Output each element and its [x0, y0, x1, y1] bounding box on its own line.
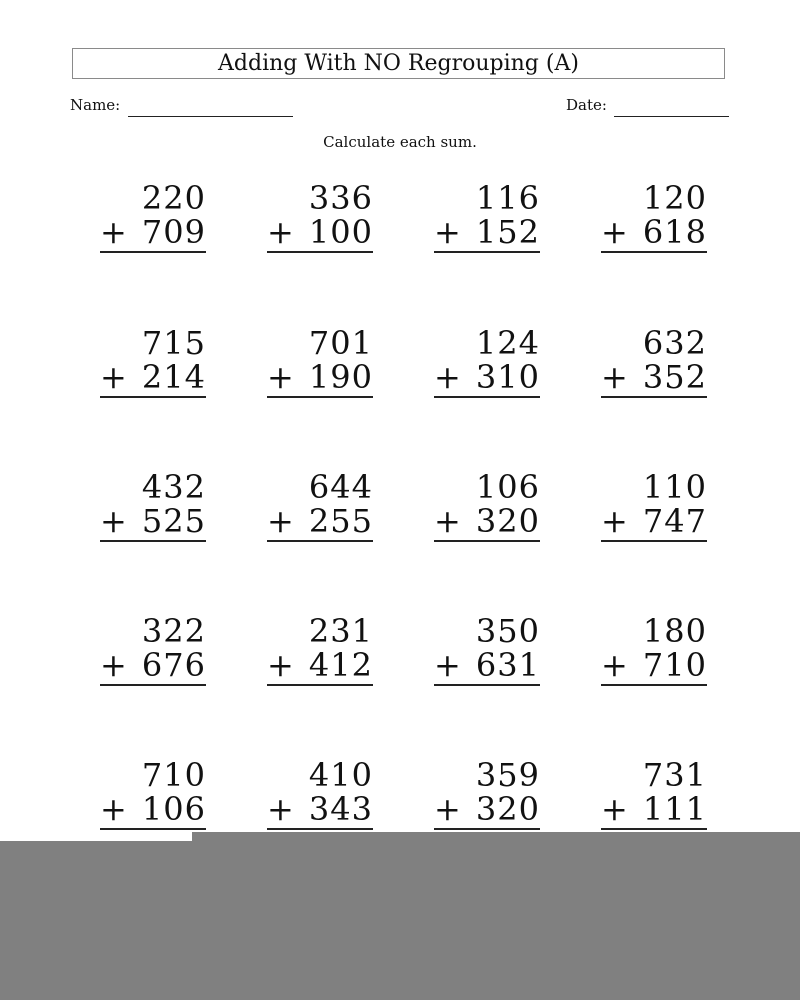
addition-problem: [267, 614, 373, 690]
addition-problem: [434, 470, 540, 546]
bottom-addend: 255: [308, 502, 373, 540]
sum-line: [267, 540, 373, 542]
sum-line: [601, 828, 707, 830]
bottom-addend: 676: [141, 646, 206, 684]
plus-sign: +: [100, 358, 127, 396]
top-addend: 180: [642, 612, 707, 650]
top-addend: 701: [308, 324, 373, 362]
plus-sign: +: [601, 646, 628, 684]
top-addend: 110: [642, 468, 707, 506]
top-addend: 124: [475, 324, 540, 362]
addition-problem: [100, 758, 206, 834]
sum-line: [434, 396, 540, 398]
plus-sign: +: [267, 358, 294, 396]
plus-sign: +: [267, 790, 294, 828]
addition-problem: [267, 326, 373, 402]
bottom-addend: 343: [308, 790, 373, 828]
bottom-addend: 106: [141, 790, 206, 828]
bottom-addend: 352: [642, 358, 707, 396]
bottom-addend: 152: [475, 213, 540, 251]
sum-line: [434, 684, 540, 686]
addition-problem: [601, 181, 707, 257]
instructions: Calculate each sum.: [323, 133, 477, 151]
sum-line: [267, 828, 373, 830]
bottom-addend: 310: [475, 358, 540, 396]
bottom-addend: 525: [141, 502, 206, 540]
bottom-addend: 710: [642, 646, 707, 684]
plus-sign: +: [100, 790, 127, 828]
sum-line: [601, 540, 707, 542]
plus-sign: +: [434, 646, 461, 684]
bottom-addend: 709: [141, 213, 206, 251]
addition-problem: [267, 470, 373, 546]
top-addend: 120: [642, 179, 707, 217]
gray-band: [0, 841, 800, 1000]
sum-line: [434, 828, 540, 830]
top-addend: 350: [475, 612, 540, 650]
addition-problem: [601, 470, 707, 546]
bottom-addend: 320: [475, 790, 540, 828]
top-addend: 715: [141, 324, 206, 362]
addition-problem: [100, 181, 206, 257]
sum-line: [434, 540, 540, 542]
addition-problem: [267, 181, 373, 257]
addition-problem: [267, 758, 373, 834]
top-addend: 116: [475, 179, 540, 217]
bottom-addend: 631: [475, 646, 540, 684]
addition-problem: [434, 326, 540, 402]
bottom-addend: 618: [642, 213, 707, 251]
top-addend: 322: [141, 612, 206, 650]
plus-sign: +: [434, 213, 461, 251]
top-addend: 336: [308, 179, 373, 217]
top-addend: 231: [308, 612, 373, 650]
plus-sign: +: [267, 502, 294, 540]
worksheet-title: Adding With NO Regrouping (A): [72, 48, 725, 79]
top-addend: 632: [642, 324, 707, 362]
top-addend: 432: [141, 468, 206, 506]
plus-sign: +: [434, 358, 461, 396]
sum-line: [267, 396, 373, 398]
sum-line: [100, 540, 206, 542]
addition-problem: [434, 758, 540, 834]
sum-line: [100, 684, 206, 686]
addition-problem: [100, 326, 206, 402]
name-label: Name:: [70, 96, 121, 114]
top-addend: 731: [642, 756, 707, 794]
sum-line: [100, 828, 206, 830]
top-addend: 359: [475, 756, 540, 794]
addition-problem: [434, 614, 540, 690]
top-addend: 710: [141, 756, 206, 794]
plus-sign: +: [601, 790, 628, 828]
top-addend: 644: [308, 468, 373, 506]
addition-problem: [601, 326, 707, 402]
bottom-addend: 190: [308, 358, 373, 396]
sum-line: [100, 251, 206, 253]
bottom-addend: 412: [308, 646, 373, 684]
plus-sign: +: [601, 502, 628, 540]
plus-sign: +: [601, 358, 628, 396]
date-label: Date:: [566, 96, 607, 114]
top-addend: 220: [141, 179, 206, 217]
addition-problem: [100, 614, 206, 690]
bottom-addend: 747: [642, 502, 707, 540]
sum-line: [601, 251, 707, 253]
addition-problem: [601, 614, 707, 690]
plus-sign: +: [267, 213, 294, 251]
sum-line: [601, 684, 707, 686]
bottom-addend: 111: [642, 790, 707, 828]
plus-sign: +: [100, 213, 127, 251]
plus-sign: +: [100, 502, 127, 540]
plus-sign: +: [434, 790, 461, 828]
plus-sign: +: [601, 213, 628, 251]
name-blank-line[interactable]: [128, 116, 293, 117]
addition-problem: [100, 470, 206, 546]
sum-line: [267, 251, 373, 253]
bottom-addend: 320: [475, 502, 540, 540]
top-addend: 410: [308, 756, 373, 794]
sum-line: [434, 251, 540, 253]
date-blank-line[interactable]: [614, 116, 729, 117]
sum-line: [601, 396, 707, 398]
bottom-addend: 214: [141, 358, 206, 396]
plus-sign: +: [267, 646, 294, 684]
bottom-addend: 100: [308, 213, 373, 251]
addition-problem: [434, 181, 540, 257]
sum-line: [100, 396, 206, 398]
addition-problem: [601, 758, 707, 834]
top-addend: 106: [475, 468, 540, 506]
plus-sign: +: [434, 502, 461, 540]
sum-line: [267, 684, 373, 686]
plus-sign: +: [100, 646, 127, 684]
